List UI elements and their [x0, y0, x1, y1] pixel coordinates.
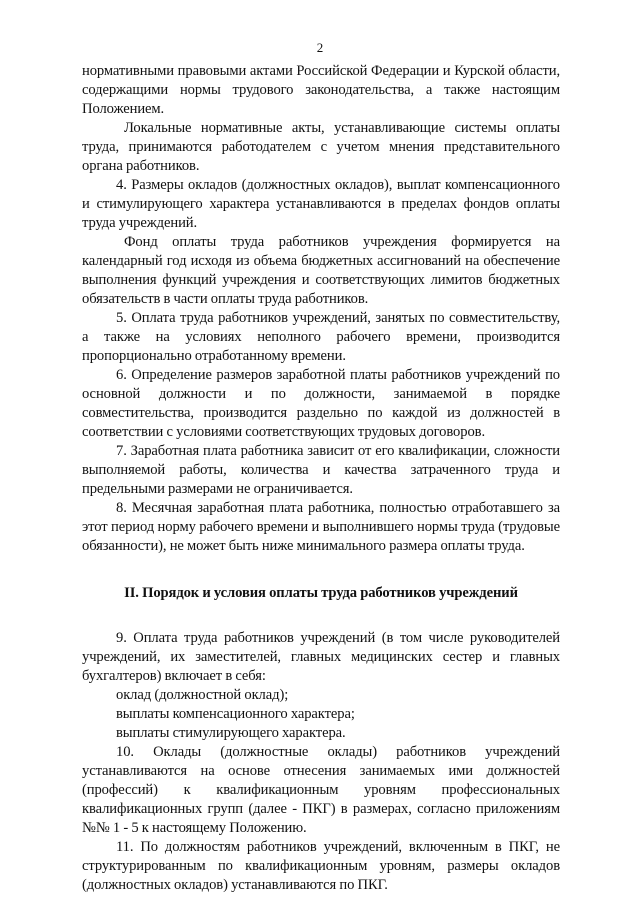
paragraph-item-9: 9. Оплата труда работников учреждений (в том числе руководителей учреждений, их заместителей, главных медицинских сестер и главных бухгалтеров) включает в себя: [82, 630, 560, 684]
paragraph-continuation: нормативными правовыми актами Российской Федерации и Курской области, содержащими нормы трудового законодательства, а также настоящим Положением. [82, 63, 560, 117]
paragraph-wage-fund: Фонд оплаты труда работников учреждения формируется на календарный год исходя из объема бюджетных ассигнований на обеспечение выполнения функций учреждения и соответствующих лимитов бюджетных обязательств в части оплаты труда работников. [82, 234, 560, 307]
list-item: оклад (должностной оклад); [116, 687, 289, 703]
list-item: выплаты стимулирующего характера. [116, 725, 346, 741]
paragraph-item-7: 7. Заработная плата работника зависит от его квалификации, сложности выполняемой работы, количества и качества затраченного труда и предельными размерами не ограничивается. [82, 443, 560, 497]
paragraph-item-5: 5. Оплата труда работников учреждений, занятых по совместительству, а также на условиях неполного рабочего времени, производится пропорционально отработанному времени. [82, 310, 560, 364]
section-heading: II. Порядок и условия оплаты труда работников учреждений [124, 585, 518, 601]
page-number: 2 [316, 40, 324, 55]
paragraph-item-6: 6. Определение размеров заработной платы работников учреждений по основной должности и по должности, занимаемой в порядке совместительства, производится раздельно по каждой из должностей в соответствии с условиями соответствующих трудовых договоров. [82, 367, 560, 440]
paragraph-item-8: 8. Месячная заработная плата работника, полностью отработавшего за этот период норму рабочего времени и выполнившего нормы труда (трудовые обязанности), не может быть ниже минимального размера оплаты труда. [82, 500, 560, 554]
paragraph-item-10: 10. Оклады (должностные оклады) работников учреждений устанавливаются на основе отнесения занимаемых ими должностей (профессий) к квалификационным уровням профессиональных квалификационных групп (далее - ПКГ) в размерах, согласно приложениям №№ 1 - 5 к настоящему Положению. [82, 744, 560, 836]
paragraph-item-4: 4. Размеры окладов (должностных окладов), выплат компенсационного и стимулирующего характера устанавливаются в пределах фондов оплаты труда учреждений. [82, 177, 560, 231]
paragraph-item-11: 11. По должностям работников учреждений, включенным в ПКГ, не структурированным по квалификационным уровням, размеры окладов (должностных окладов) устанавливаются по ПКГ. [82, 839, 560, 893]
list-item: выплаты компенсационного характера; [116, 706, 355, 722]
paragraph-local-acts: Локальные нормативные акты, устанавливающие системы оплаты труда, принимаются работодателем с учетом мнения представительного органа работников. [82, 120, 560, 174]
document-body [82, 62, 560, 895]
